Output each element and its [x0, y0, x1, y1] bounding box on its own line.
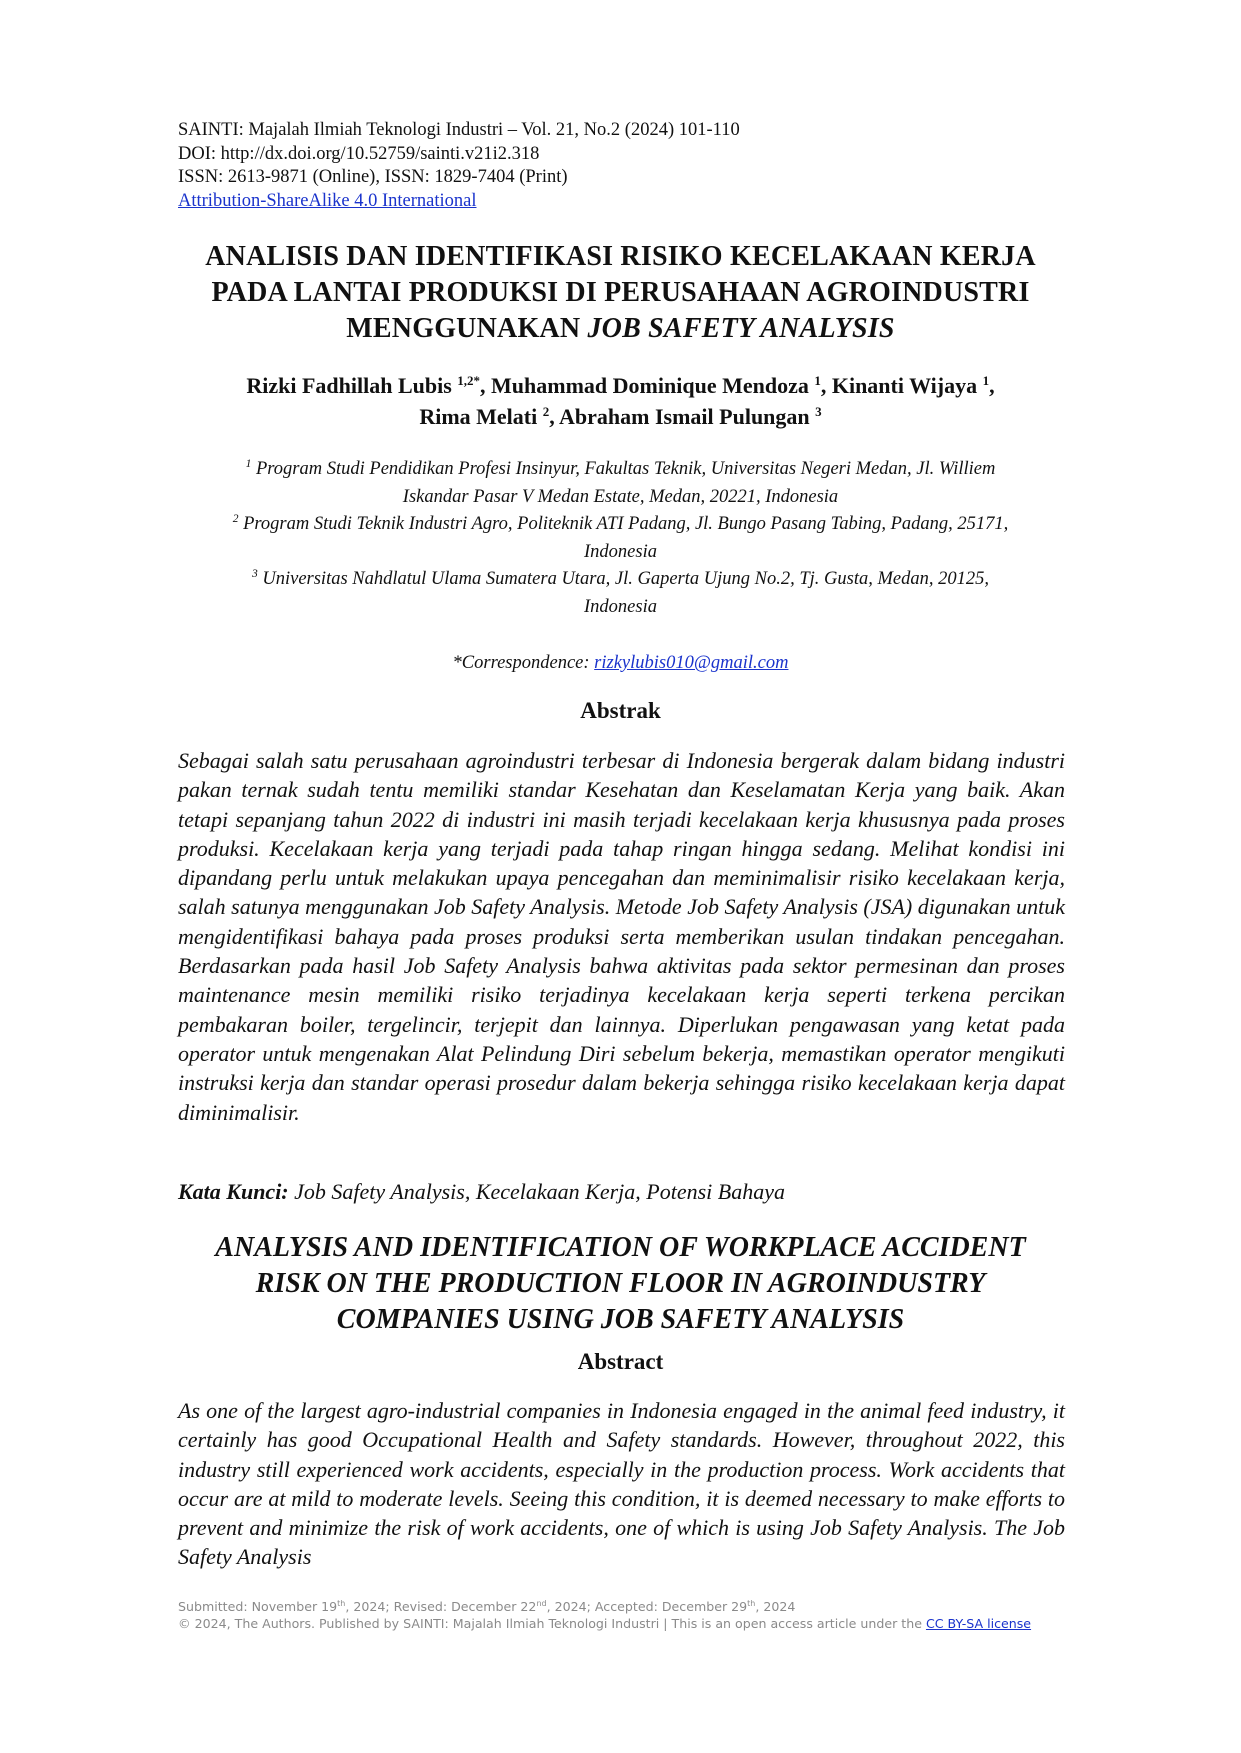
page-footer [178, 1598, 1065, 1632]
affiliation-3: $^3$ Universitas Nahdlatul Ulama Sumatera Utara, Jl. Gaperta Ujung No.2, Tj. Gusta, Medan, 20125, Indonesia [251, 568, 989, 617]
abstrak-body: Sebagai salah satu perusahaan agroindustri terbesar di Indonesia bergerak dalam bidang industri pakan ternak sudah tentu memiliki standar Kesehatan dan Keselamatan Kerja yang baik. Akan tetapi sepanjang tahun 2022 di industri ini masih terjadi kecelakaan kerja khususnya pada proses produksi. Kecelakaan kerja yang terjadi pada tahap ringan hingga sedang. Melihat kondisi ini dipandang perlu untuk melakukan upaya pencegahan dan meminimalisir risiko kecelakaan kerja, salah satunya menggunakan Job Safety Analysis. Metode Job Safety Analysis (JSA) digunakan untuk mengidentifikasi bahaya pada proses produksi serta memberikan usulan tindakan pencegahan. Berdasarkan pada hasil Job Safety Analysis bahwa aktivitas pada sektor permesinan dan proses maintenance mesin memiliki risiko terjadinya kecelakaan kerja seperti terkena percikan pembakaran boiler, tergelincir, terjepit dan lainnya. Diperlukan pengawasan yang ketat pada operator untuk mengenakan Alat Pelindung Diri sebelum bekerja, memastikan operator mengikuti instruksi kerja dan standar operasi prosedur dalam bekerja sehingga risiko kecelakaan kerja dapat diminimalisir. [178, 748, 1065, 1125]
author-affil-mark: 3 [815, 404, 822, 419]
copyright-line: © 2024, The Authors. Published by SAINTI: Majalah Ilmiah Teknologi Industri | This is an open access article under the CC BY-SA license [178, 1616, 1032, 1631]
keywords-list: Job Safety Analysis, Kecelakaan Kerja, Potensi Bahaya [288, 1179, 785, 1204]
affiliation-2: $^2$ Program Studi Teknik Industri Agro, Politeknik ATI Padang, Jl. Bungo Pasang Tabing, Padang, 25171, Indonesia [232, 513, 1009, 562]
author-affil-mark: 2 [542, 404, 550, 419]
affiliation-list [172, 456, 1069, 621]
author-affil-mark: 1,2* [457, 373, 481, 388]
author-name: Kinanti Wijaya [831, 373, 978, 398]
cc-license-link[interactable]: CC BY-SA license [925, 1616, 1032, 1631]
author-name: Muhammad Dominique Mendoza [491, 373, 809, 398]
title-english [150, 1230, 1091, 1338]
keywords [178, 1178, 785, 1206]
title-id-line-2: PADA LANTAI PRODUKSI DI PERUSAHAAN AGROINDUSTRI [211, 277, 1030, 308]
abstract-body: As one of the largest agro-industrial companies in Indonesia engaged in the animal feed industry, it certainly has good Occupational Health and Safety standards. However, throughout 2022, this industry still experienced work accidents, especially in the production process. Work accidents that occur are at mild to moderate levels. Seeing this condition, it is deemed necessary to make efforts to prevent and minimize the risk of work accidents, one of which is using Job Safety Analysis. The Job Safety Analysis [178, 1398, 1065, 1570]
abstrak-heading: Abstrak [580, 698, 661, 723]
title-id-line-1: ANALISIS DAN IDENTIFIKASI RISIKO KECELAKAAN KERJA [205, 241, 1036, 272]
author-list: Rizki Fadhillah Lubis $^{1,2*}$, Muhammad Dominique Mendoza $^1$, Kinanti Wijaya $^1$, Rima Melati $^2$, Abraham Ismail Pulungan $^3$ [246, 373, 995, 429]
journal-citation: SAINTI: Majalah Ilmiah Teknologi Industri – Vol. 21, No.2 (2024) 101-110 [178, 120, 740, 140]
submission-dates: Submitted: November 19th, 2024; Revised: December 22nd, 2024; Accepted: December 29th, 2024 [178, 1599, 796, 1614]
author-affil-mark: 1 [982, 373, 990, 388]
title-en-line-3: COMPANIES USING JOB SAFETY ANALYSIS [336, 1304, 905, 1335]
title-en-line-2: RISK ON THE PRODUCTION FLOOR IN AGROINDUSTRY [255, 1268, 986, 1299]
doi-line: DOI: http://dx.doi.org/10.52759/sainti.v21i2.318 [178, 143, 540, 164]
correspondence-label: *Correspondence: [452, 653, 595, 673]
affiliation-1: $^1$ Program Studi Pendidikan Profesi Insinyur, Fakultas Teknik, Universitas Negeri Medan, Jl. Williem Iskandar Pasar V Medan Estate, Medan, 20221, Indonesia [245, 458, 996, 507]
keywords-label: Kata Kunci: [178, 1179, 289, 1204]
author-name: Abraham Ismail Pulungan [559, 404, 810, 429]
author-name: Rizki Fadhillah Lubis [246, 373, 452, 398]
title-en-line-1: ANALYSIS AND IDENTIFICATION OF WORKPLACE ACCIDENT [215, 1232, 1026, 1263]
author-affil-mark: 1 [814, 373, 821, 388]
license-link[interactable]: Attribution-ShareAlike 4.0 International [178, 190, 477, 211]
author-name: Rima Melati [419, 404, 538, 429]
journal-header [178, 119, 740, 213]
correspondence-email-link[interactable]: rizkylubis010@gmail.com [594, 653, 789, 673]
correspondence [150, 651, 1091, 675]
issn-line: ISSN: 2613-9871 (Online), ISSN: 1829-7404 (Print) [178, 167, 568, 187]
title-id-line-3: MENGGUNAKAN JOB SAFETY ANALYSIS [346, 313, 895, 344]
abstract-heading: Abstract [577, 1349, 664, 1374]
title-indonesian [150, 239, 1091, 347]
